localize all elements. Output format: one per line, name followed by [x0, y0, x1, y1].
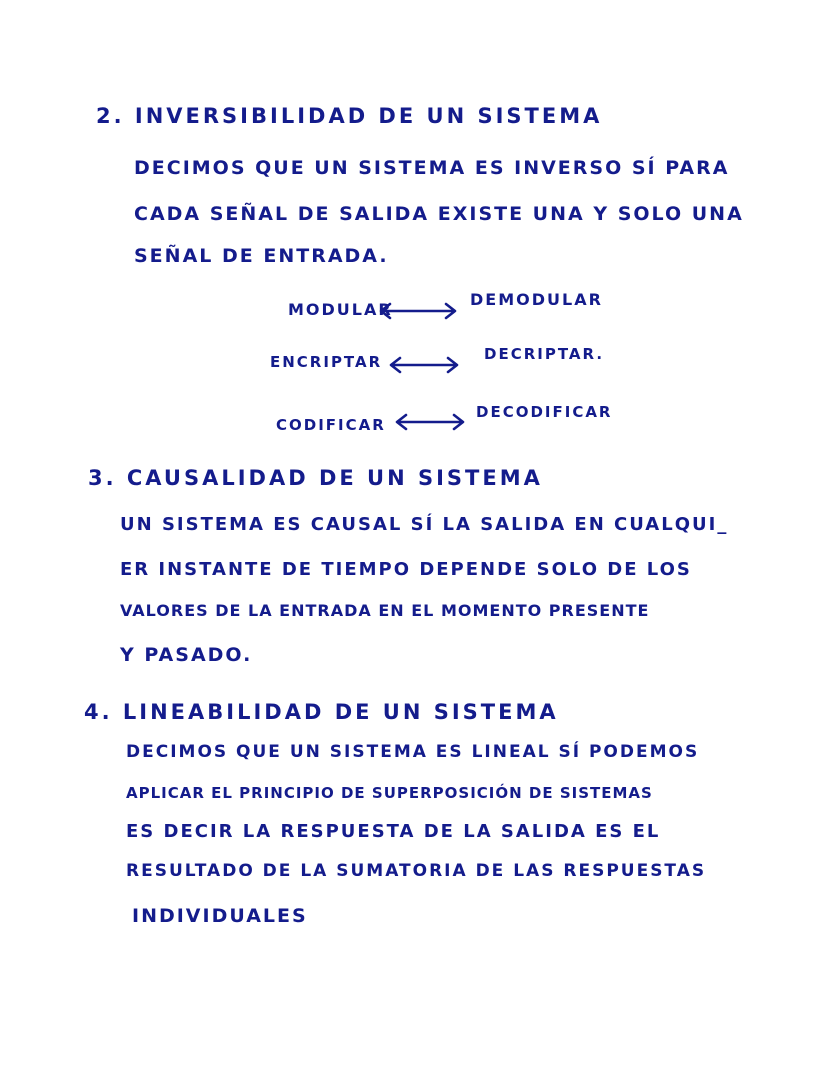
body-line: APLICAR EL PRINCIPIO DE SUPERPOSICIÓN DE SISTEMAS [126, 784, 653, 802]
body-line: DECIMOS QUE UN SISTEMA ES LINEAL SÍ PODEMOS [126, 742, 700, 762]
body-line: UN SISTEMA ES CAUSAL SÍ LA SALIDA EN CUALQUI_ [120, 514, 729, 535]
heading-inversibilidad: 2. INVERSIBILIDAD DE UN SISTEMA [96, 104, 603, 128]
heading-causalidad: 3. CAUSALIDAD DE UN SISTEMA [88, 466, 543, 490]
heading-lineabilidad: 4. LINEABILIDAD DE UN SISTEMA [84, 700, 559, 724]
body-line: RESULTADO DE LA SUMATORIA DE LAS RESPUESTAS [126, 861, 707, 881]
body-line: ES DECIR LA RESPUESTA DE LA SALIDA ES EL [126, 821, 661, 842]
body-line: VALORES DE LA ENTRADA EN EL MOMENTO PRESENTE [120, 601, 650, 620]
body-line: DECIMOS QUE UN SISTEMA ES INVERSO SÍ PARA [134, 157, 730, 179]
body-line: CADA SEÑAL DE SALIDA EXISTE UNA Y SOLO UNA [134, 203, 744, 225]
double-arrow-icon [386, 355, 462, 375]
body-line: SEÑAL DE ENTRADA. [134, 245, 389, 267]
pair-right-decriptar: DECRIPTAR. [484, 345, 605, 363]
double-arrow-icon [376, 301, 460, 321]
body-line: INDIVIDUALES [132, 905, 308, 927]
body-line: Y PASADO. [120, 644, 253, 666]
pair-left-encriptar: ENCRIPTAR [270, 353, 383, 371]
pair-left-codificar: CODIFICAR [276, 416, 386, 434]
pair-right-demodular: DEMODULAR [470, 290, 603, 309]
pair-right-decodificar: DECODIFICAR [476, 403, 613, 421]
double-arrow-icon [392, 412, 468, 432]
body-line: ER INSTANTE DE TIEMPO DEPENDE SOLO DE LOS [120, 559, 692, 580]
pair-left-modular: MODULAR [288, 300, 393, 319]
